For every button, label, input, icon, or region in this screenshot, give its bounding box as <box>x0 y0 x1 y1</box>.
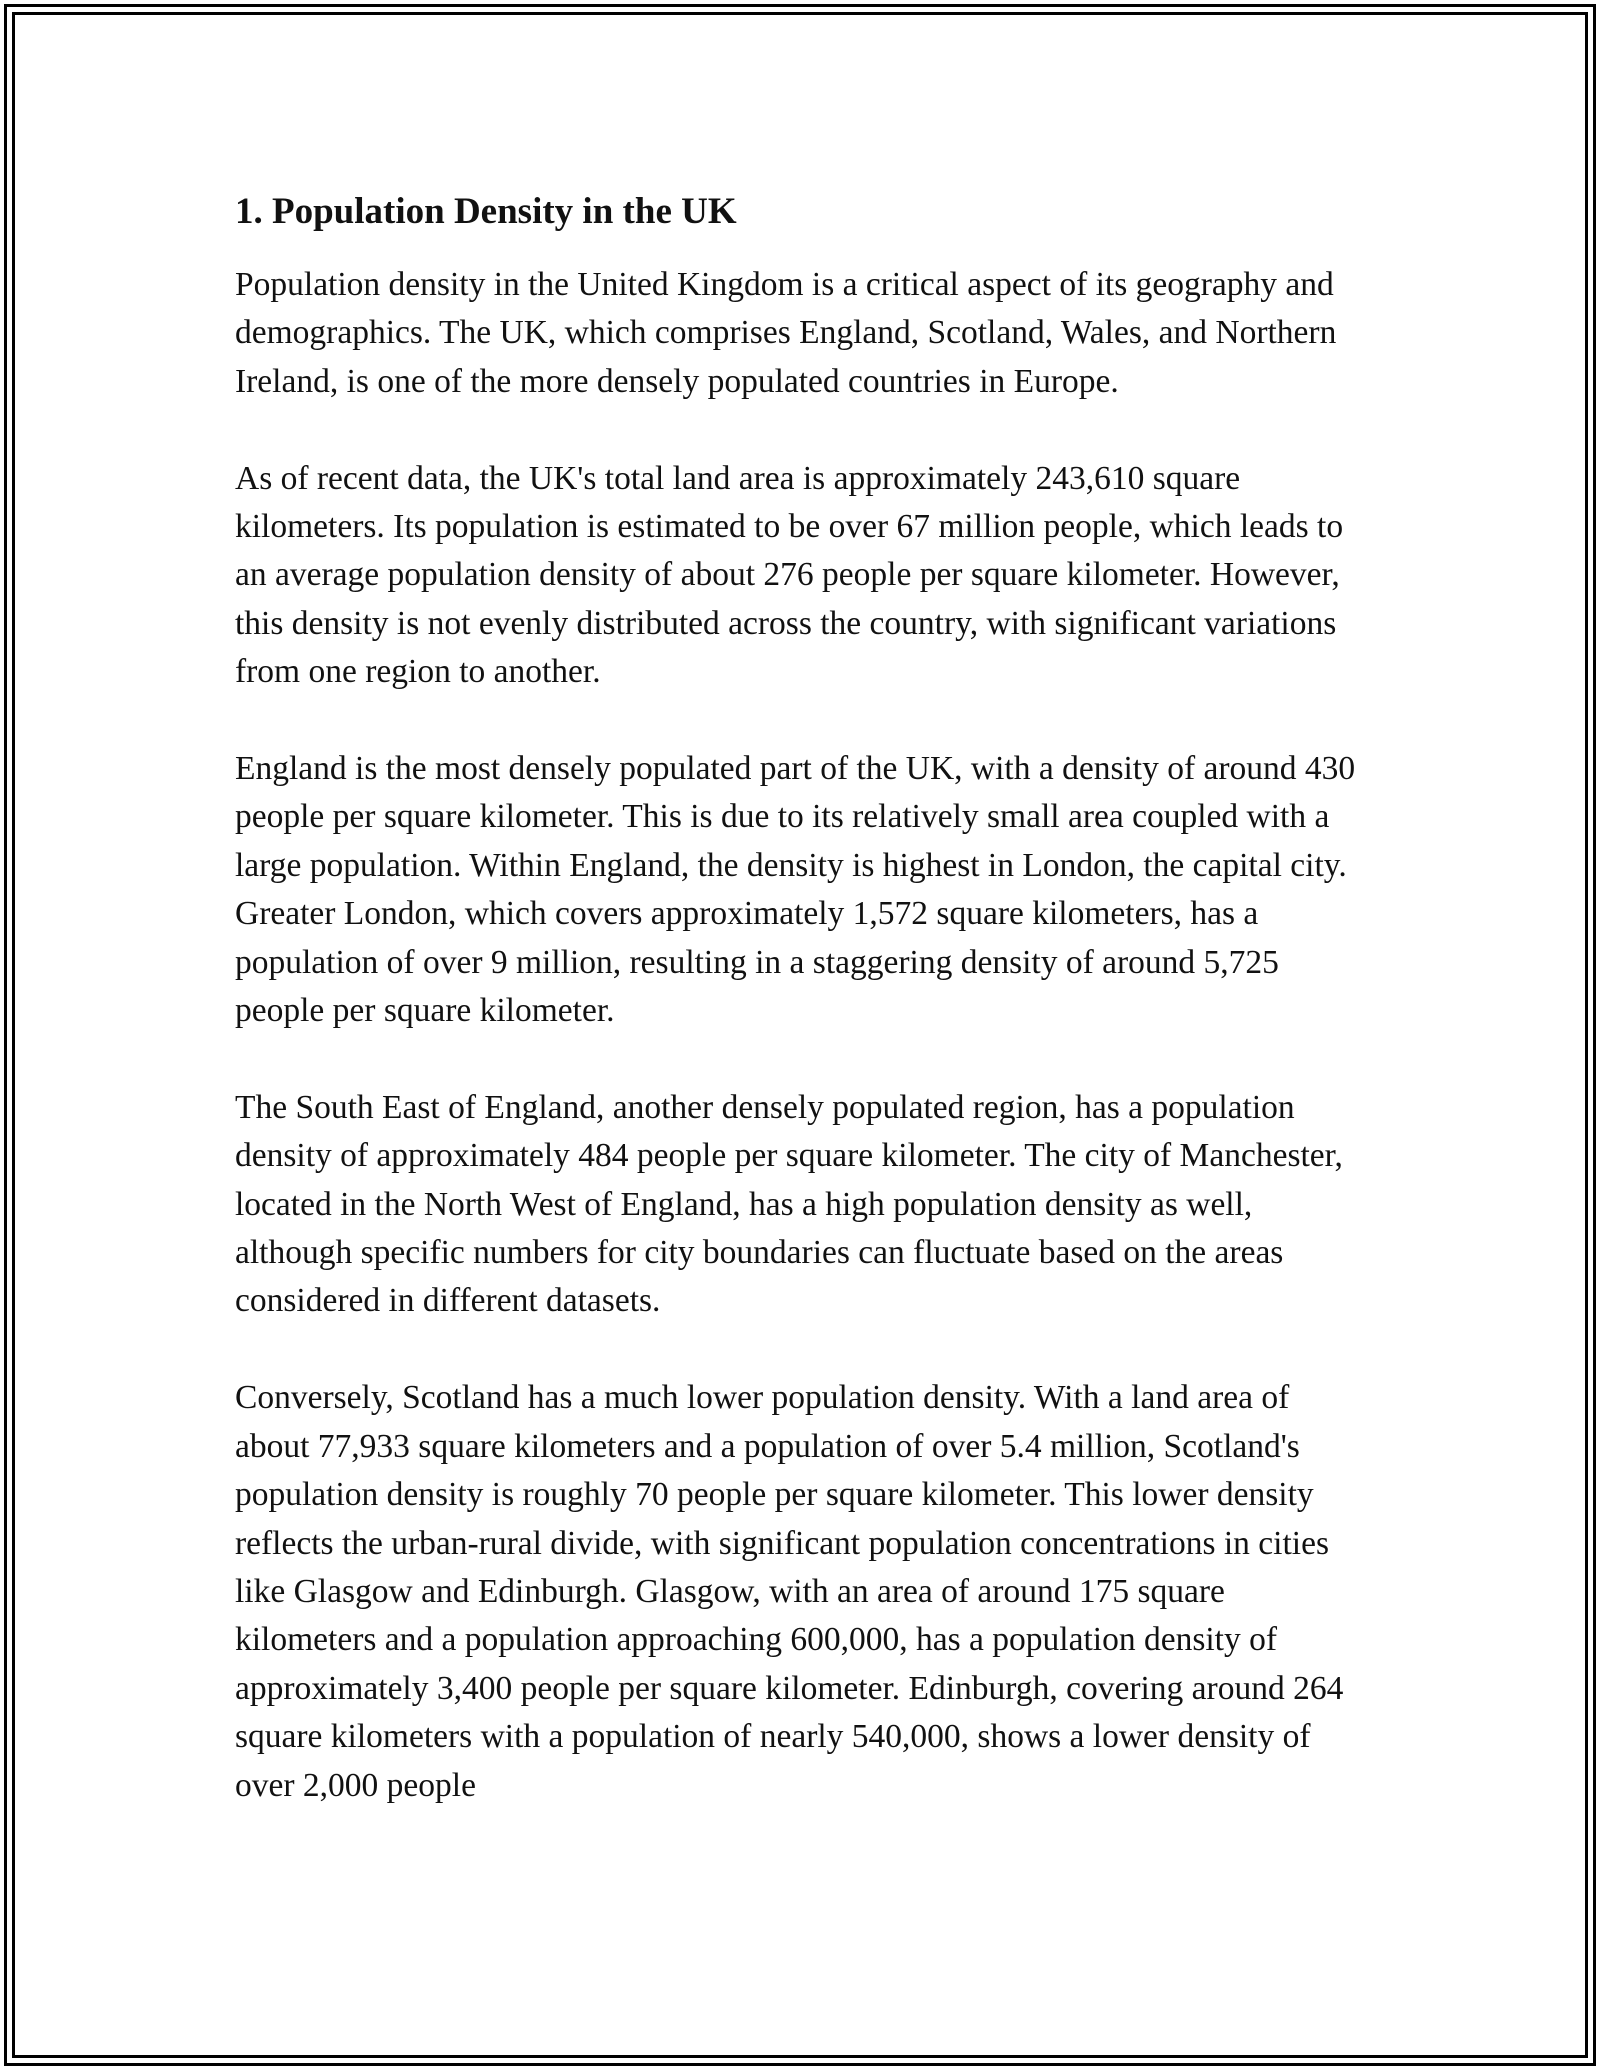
document-body <box>235 185 1365 1858</box>
section-heading: 1. Population Density in the UK <box>235 191 737 232</box>
paragraph-south-east: The South East of England, another densely populated region, has a population density of approximately 484 people per square kilometer. The city of Manchester, located in the North West of England, has a high population density as well, although specific numbers for city boundaries can fluctuate based on the areas considered in different datasets. <box>235 1088 1343 1320</box>
paragraph-intro: Population density in the United Kingdom is a critical aspect of its geography and demographics. The UK, which comprises England, Scotland, Wales, and Northern Ireland, is one of the more densely populated countries in Europe. <box>235 266 1337 400</box>
paragraph-england: England is the most densely populated part of the UK, with a density of around 430 people per square kilometer. This is due to its relatively small area coupled with a large population. Within England, the density is highest in London, the capital city. Greater London, which covers approximately 1,572 square kilometers, has a population of over 9 million, resulting in a staggering density of around 5,725 people per square kilometer. <box>235 750 1356 1030</box>
paragraph-land-area: As of recent data, the UK's total land area is approximately 243,610 square kilometers. Its population is estimated to be over 67 million people, which leads to an average population density of about 276 people per square kilometer. However, this density is not evenly distributed across the country, with significant variations from one region to another. <box>235 459 1344 691</box>
paragraph-scotland: Conversely, Scotland has a much lower population density. With a land area of about 77,933 square kilometers and a population of over 5.4 million, Scotland's population density is roughly 70 people per square kilometer. This lower density reflects the urban-rural divide, with significant population concentrations in cities like Glasgow and Edinburgh. Glasgow, with an area of around 175 square kilometers and a population approaching 600,000, has a population density of approximately 3,400 people per square kilometer. Edinburgh, covering around 264 square kilometers with a population of nearly 540,000, shows a lower density of over 2,000 people <box>235 1379 1344 1804</box>
